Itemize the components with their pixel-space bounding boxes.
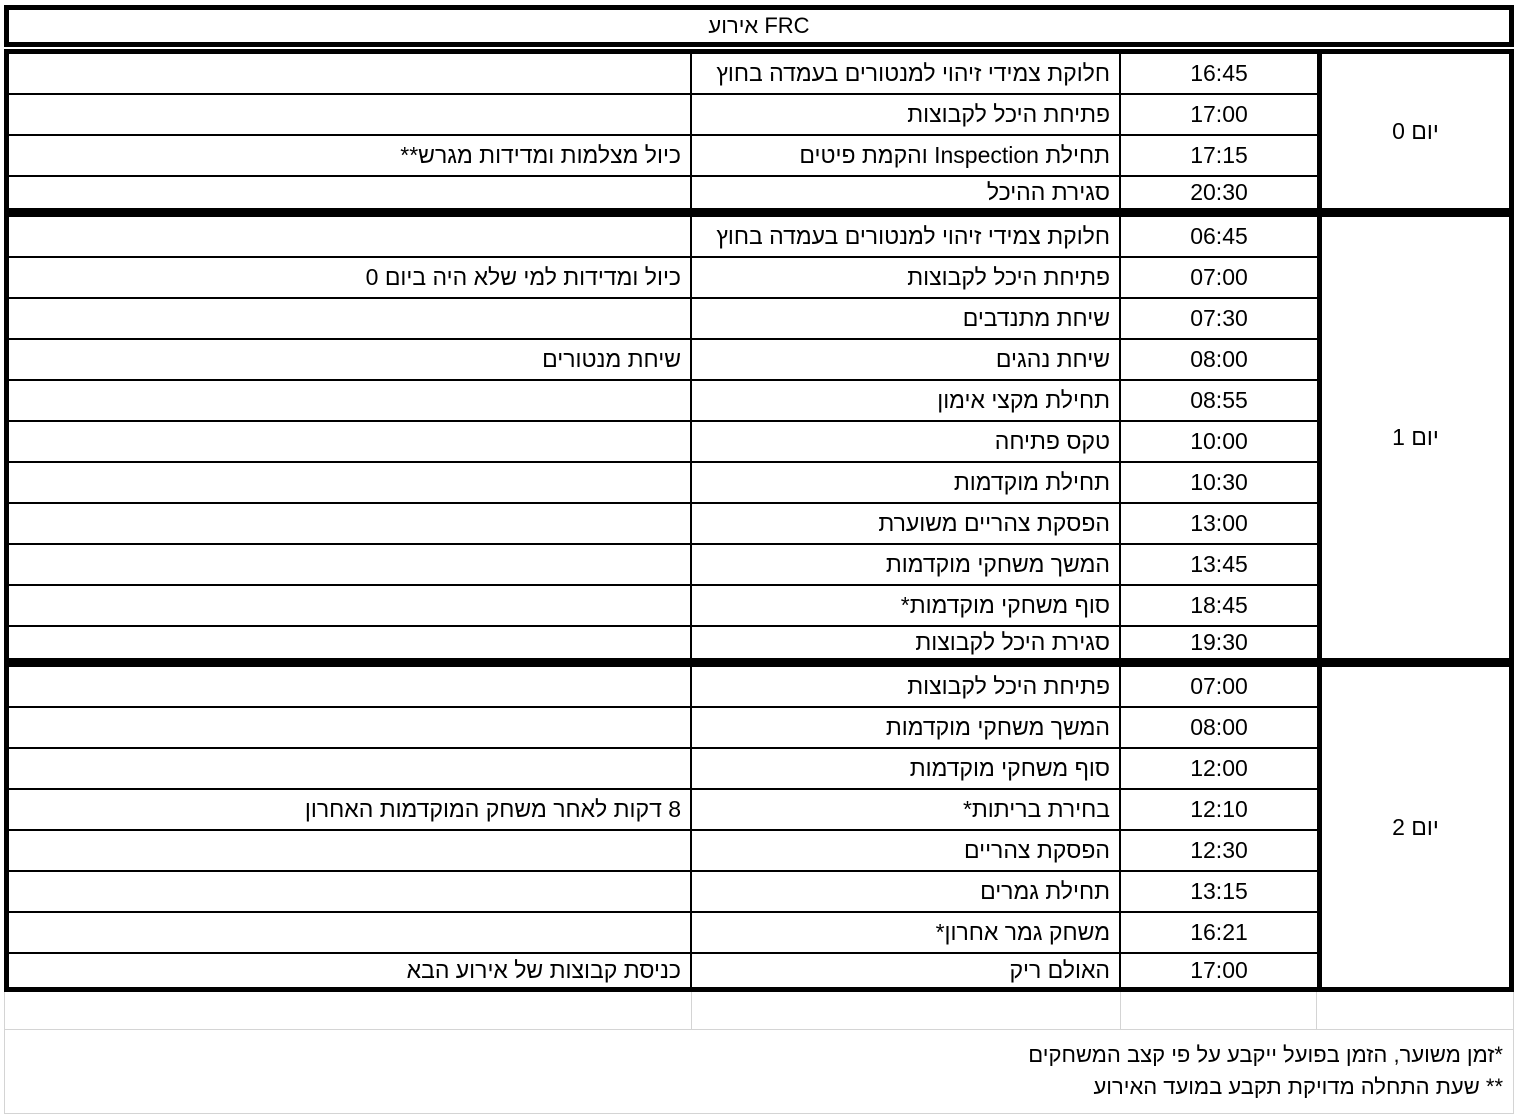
event-cell: משחק גמר אחרון* bbox=[692, 913, 1121, 952]
grid-line bbox=[691, 992, 692, 1029]
time-cell: 07:00 bbox=[1190, 264, 1248, 290]
day-label: יום 1 bbox=[1317, 217, 1509, 658]
time-cell: 20:30 bbox=[1190, 179, 1248, 205]
schedule-row bbox=[9, 831, 1317, 872]
time-cell: 10:30 bbox=[1190, 469, 1248, 495]
event-cell: תחילת Inspection והקמת פיטים bbox=[692, 136, 1121, 175]
note-cell bbox=[9, 381, 692, 420]
day-rows bbox=[9, 217, 1317, 658]
time-cell: 17:00 bbox=[1190, 957, 1248, 983]
day-rows bbox=[9, 667, 1317, 987]
time-cell: 08:00 bbox=[1190, 346, 1248, 372]
event-cell: תחילת גמרים bbox=[692, 872, 1121, 911]
time-cell: 12:00 bbox=[1190, 755, 1248, 781]
event-cell: האולם ריק bbox=[692, 954, 1121, 987]
day-block bbox=[4, 49, 1514, 213]
schedule-title-text: אירוע FRC bbox=[708, 13, 810, 38]
event-cell: שיחת נהגים bbox=[692, 340, 1121, 379]
empty-spacer-row bbox=[4, 992, 1514, 1030]
time-cell: 07:00 bbox=[1190, 673, 1248, 699]
schedule-row bbox=[9, 217, 1317, 258]
time-cell: 07:30 bbox=[1190, 305, 1248, 331]
event-cell: פתיחת היכל לקבוצות bbox=[692, 258, 1121, 297]
time-cell: 17:15 bbox=[1190, 142, 1248, 168]
note-cell bbox=[9, 872, 692, 911]
schedule-row bbox=[9, 299, 1317, 340]
event-cell: סגירת ההיכל bbox=[692, 177, 1121, 208]
schedule-row bbox=[9, 504, 1317, 545]
schedule-row bbox=[9, 136, 1317, 177]
schedule-row bbox=[9, 586, 1317, 627]
event-cell: תחילת מקצי אימון bbox=[692, 381, 1121, 420]
event-cell: סוף משחקי מוקדמות bbox=[692, 749, 1121, 788]
event-cell: תחילת מוקדמות bbox=[692, 463, 1121, 502]
event-cell: חלוקת צמידי זיהוי למנטורים בעמדה בחוץ bbox=[692, 54, 1121, 93]
schedule-row bbox=[9, 258, 1317, 299]
note-cell bbox=[9, 217, 692, 256]
note-cell bbox=[9, 177, 692, 208]
schedule-row bbox=[9, 708, 1317, 749]
schedule-row bbox=[9, 340, 1317, 381]
note-cell bbox=[9, 586, 692, 625]
time-cell: 10:00 bbox=[1190, 428, 1248, 454]
note-cell bbox=[9, 708, 692, 747]
note-cell bbox=[9, 463, 692, 502]
event-cell: המשך משחקי מוקדמות bbox=[692, 708, 1121, 747]
event-cell: הפסקת צהריים bbox=[692, 831, 1121, 870]
day-label: יום 0 bbox=[1317, 54, 1509, 208]
schedule-row bbox=[9, 463, 1317, 504]
schedule-row bbox=[9, 54, 1317, 95]
note-cell bbox=[9, 95, 692, 134]
event-cell: חלוקת צמידי זיהוי למנטורים בעמדה בחוץ bbox=[692, 217, 1121, 256]
time-cell: 13:15 bbox=[1190, 878, 1248, 904]
time-cell: 13:00 bbox=[1190, 510, 1248, 536]
schedule-row bbox=[9, 545, 1317, 586]
day-block bbox=[4, 212, 1514, 663]
time-cell: 16:21 bbox=[1190, 919, 1248, 945]
time-cell: 16:45 bbox=[1190, 60, 1248, 86]
note-cell: שיחת מנטורים bbox=[9, 340, 692, 379]
event-cell: סוף משחקי מוקדמות* bbox=[692, 586, 1121, 625]
note-cell bbox=[9, 504, 692, 543]
schedule-row bbox=[9, 422, 1317, 463]
footnote-estimated-time: *זמן משוער, הזמן בפועל ייקבע על פי קצב המשחקים bbox=[1028, 1042, 1503, 1067]
time-cell: 08:00 bbox=[1190, 714, 1248, 740]
note-cell bbox=[9, 831, 692, 870]
time-cell: 12:10 bbox=[1190, 796, 1248, 822]
event-cell: טקס פתיחה bbox=[692, 422, 1121, 461]
event-cell: שיחת מתנדבים bbox=[692, 299, 1121, 338]
note-cell bbox=[9, 54, 692, 93]
day-block bbox=[4, 662, 1514, 992]
event-cell: המשך משחקי מוקדמות bbox=[692, 545, 1121, 584]
schedule-row bbox=[9, 749, 1317, 790]
event-cell: פתיחת היכל לקבוצות bbox=[692, 95, 1121, 134]
note-cell bbox=[9, 749, 692, 788]
note-cell bbox=[9, 299, 692, 338]
schedule-row bbox=[9, 667, 1317, 708]
day-label: יום 2 bbox=[1317, 667, 1509, 987]
event-cell: בחירת בריתות* bbox=[692, 790, 1121, 829]
time-cell: 08:55 bbox=[1190, 387, 1248, 413]
event-cell: הפסקת צהריים משוערת bbox=[692, 504, 1121, 543]
note-cell: 8 דקות לאחר משחק המוקדמות האחרון bbox=[9, 790, 692, 829]
note-cell bbox=[9, 545, 692, 584]
schedule-row bbox=[9, 95, 1317, 136]
note-cell bbox=[9, 667, 692, 706]
time-cell: 17:00 bbox=[1190, 101, 1248, 127]
event-cell: פתיחת היכל לקבוצות bbox=[692, 667, 1121, 706]
note-cell: כניסת קבוצות של אירוע הבא bbox=[9, 954, 692, 987]
time-cell: 19:30 bbox=[1190, 629, 1248, 655]
schedule-row bbox=[9, 913, 1317, 954]
day-rows bbox=[9, 54, 1317, 208]
grid-line bbox=[1316, 992, 1317, 1029]
time-cell: 06:45 bbox=[1190, 223, 1248, 249]
schedule-row bbox=[9, 790, 1317, 831]
schedule-title bbox=[4, 5, 1514, 47]
schedule-row bbox=[9, 872, 1317, 913]
footnotes-box bbox=[4, 1030, 1514, 1114]
note-cell bbox=[9, 627, 692, 658]
note-cell bbox=[9, 422, 692, 461]
note-cell bbox=[9, 913, 692, 952]
note-cell: כיול מצלמות ומדידות מגרש** bbox=[9, 136, 692, 175]
event-cell: סגירת היכל לקבוצות bbox=[692, 627, 1121, 658]
grid-line bbox=[1120, 992, 1121, 1029]
schedule-row bbox=[9, 954, 1317, 987]
footnote-exact-start: ** שעת התחלה מדויקת תקבע במועד האירוע bbox=[1093, 1074, 1503, 1099]
time-cell: 13:45 bbox=[1190, 551, 1248, 577]
time-cell: 18:45 bbox=[1190, 592, 1248, 618]
schedule-row bbox=[9, 177, 1317, 208]
note-cell: כיול ומדידות למי שלא היה ביום 0 bbox=[9, 258, 692, 297]
schedule-row bbox=[9, 627, 1317, 658]
time-cell: 12:30 bbox=[1190, 837, 1248, 863]
schedule-row bbox=[9, 381, 1317, 422]
